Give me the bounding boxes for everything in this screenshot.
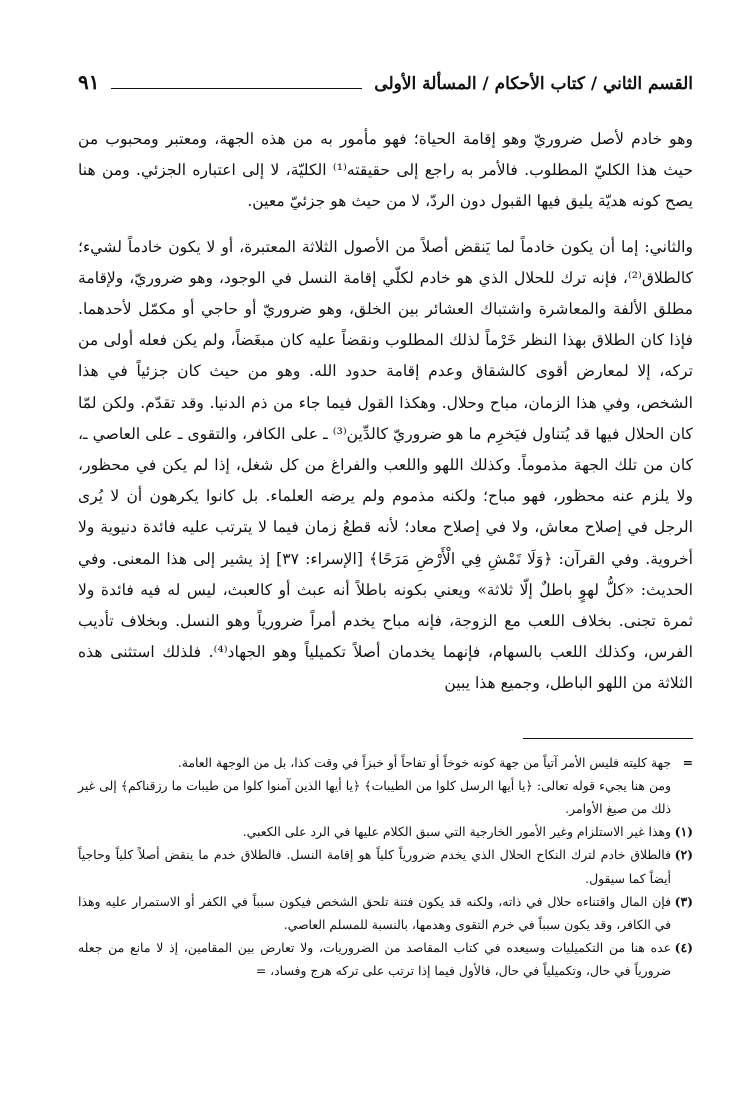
footnote-2 (78, 843, 693, 889)
footnote-4-text: عده هنا من التكميليات وسيعده في كتاب المقاصد من الضروريات، ولا تعارض بين المقامين، إذ لا مانع من جعله ضرورياً في حال، وتكميلياً في حال، فالأول فيما إذا ترتب على تركه هرج وفساد، = (78, 940, 671, 979)
paragraph-1: وهو خادم لأصل ضروريّ وهو إقامة الحياة؛ فهو مأمور به من هذه الجهة، ومعتبر ومحبوب من حيث هذا الكليّ المطلوب. فالأمر به راجع إلى حقيقته⁽¹⁾ الكليّة، لا إلى اعتباره الجزئي. ومن هنا يصح كونه هديّة يليق فيها القبول دون الردّ، لا من حيث هو جزئيّ معين. (78, 130, 693, 211)
footnote-3 (78, 890, 693, 936)
footnotes (78, 751, 693, 983)
running-header (78, 70, 693, 106)
footnote-1 (78, 820, 693, 843)
footnote-2-mark: (٢) (674, 847, 693, 863)
book-page (78, 70, 693, 1080)
main-text (78, 124, 693, 700)
header-rule (111, 88, 362, 89)
footnote-1-text: وهذا غير الاستلزام وغير الأمور الخارجية التي سبق الكلام عليها في الرد على الكعبي. (242, 824, 671, 840)
header-title: القسم الثاني / كتاب الأحكام / المسألة الأولى (374, 74, 693, 94)
footnote-separator (523, 738, 693, 739)
footnote-continuation-2 (78, 774, 693, 820)
footnote-continuation (78, 751, 693, 774)
footnote-4-mark: (٤) (674, 940, 693, 956)
continuation-mark: = (682, 754, 693, 770)
footnote-continuation-text-1: جهة كليته فليس الأمر آتياً من جهة كونه خوخاً أو تفاحاً أو خبزاً في وقت كذا، بل من الوجهة العامة. (177, 754, 671, 770)
paragraph-2: والثاني: إما أن يكون خادماً لما يَنقض أصلاً من الأصول الثلاثة المعتبرة، أو لا يكون خادماً لشيء؛ كالطلاق⁽²⁾، فإنه ترك للحلال الذي هو خادم لكلّي إقامة النسل في الوجود، وهو ضروريّ، ولإقامة مطلق الألفة والمعاشرة واشتباك العشائر بين الخلق، وهو ضروريّ أو حاجي أو مكمّل لأحدهما. فإذا كان الطلاق بهذا النظر خَرْماً لذلك المطلوب ونقضاً عليه كان مبغَضاً، ولم يكن فعله أولى من تركه، إلا لمعارض أقوى كالشقاق وعدم إقامة حدود الله. وهو من حيث كان جزئياً في هذا الشخص، وفي هذا الزمان، مباح وحلال. وهكذا القول فيما جاء من ذم الدنيا. وقد تقدّم. ولكن لمّا كان الحلال فيها قد يُتناول فيَخرِم ما هو ضروريّ كالدِّين⁽³⁾ ـ على الكافر، والتقوى ـ على العاصي ـ، كان من تلك الجهة مذموماً. وكذلك اللهو واللعب والفراغ من كل شغل، إذا لم يكن في محظور، ولا يلزم عنه محظور، فهو مباح؛ ولكنه مذموم ولم يرضه العلماء. بل كانوا يكرهون أن لا يُرى الرجل في إصلاح معاش، ولا في إصلاح معاد؛ لأنه قطعُ زمان فيما لا يترتب عليه فائدة دنيوية ولا أخروية. وفي القرآن: ﴿وَلَا تَمْشِ فِي الْأَرْضِ مَرَحًا﴾ [الإسراء: ٣٧] إذ يشير إلى هذا المعنى. وفي الحديث: «كلُّ لهوٍ باطلٌ إلّا ثلاثة» ويعني بكونه باطلاً أنه عبث أو كالعبث، ليس له فيه فائدة ولا ثمرة تجنى. بخلاف اللعب مع الزوجة، فإنه مباح يخدم أمراً ضرورياً وهو النسل. وبخلاف تأديب الفرس، وكذلك اللعب بالسهام، فإنهما يخدمان أصلاً تكميلياً وهو الجهاد⁽⁴⁾. فلذلك استثنى هذه الثلاثة من اللهو الباطل، وجميع هذا يبين (78, 237, 693, 693)
footnote-4 (78, 936, 693, 982)
footnote-3-text: فإن المال واقتناءه حلال في ذاته، ولكنه قد يكون فتنة تلحق الشخص فيكون سبباً في الكفر أو الاستمرار عليه وهذا في الكافر، وقد يكون سبباً في خرم التقوى وهدمها، بالنسبة للمسلم العاصي. (78, 893, 671, 933)
footnote-continuation-text-2: ومن هنا يجيء قوله تعالى: ﴿يا أيها الرسل كلوا من الطيبات﴾ ﴿يا أيها الذين آمنوا كلوا من طيبات ما رزقناكم﴾ إلى غير ذلك من صيغ الأوامر. (78, 777, 671, 817)
footnote-2-text: فالطلاق خادم لترك النكاح الحلال الذي يخدم ضرورياً كلياً هو إقامة النسل. فالطلاق خدم ما ينقض أصلاً كلياً وحاجياً أيضاً كما سيقول. (78, 847, 671, 886)
footnote-3-mark: (٣) (674, 893, 693, 909)
page-number: ٩١ (78, 70, 100, 94)
footnote-1-mark: (١) (674, 824, 693, 840)
